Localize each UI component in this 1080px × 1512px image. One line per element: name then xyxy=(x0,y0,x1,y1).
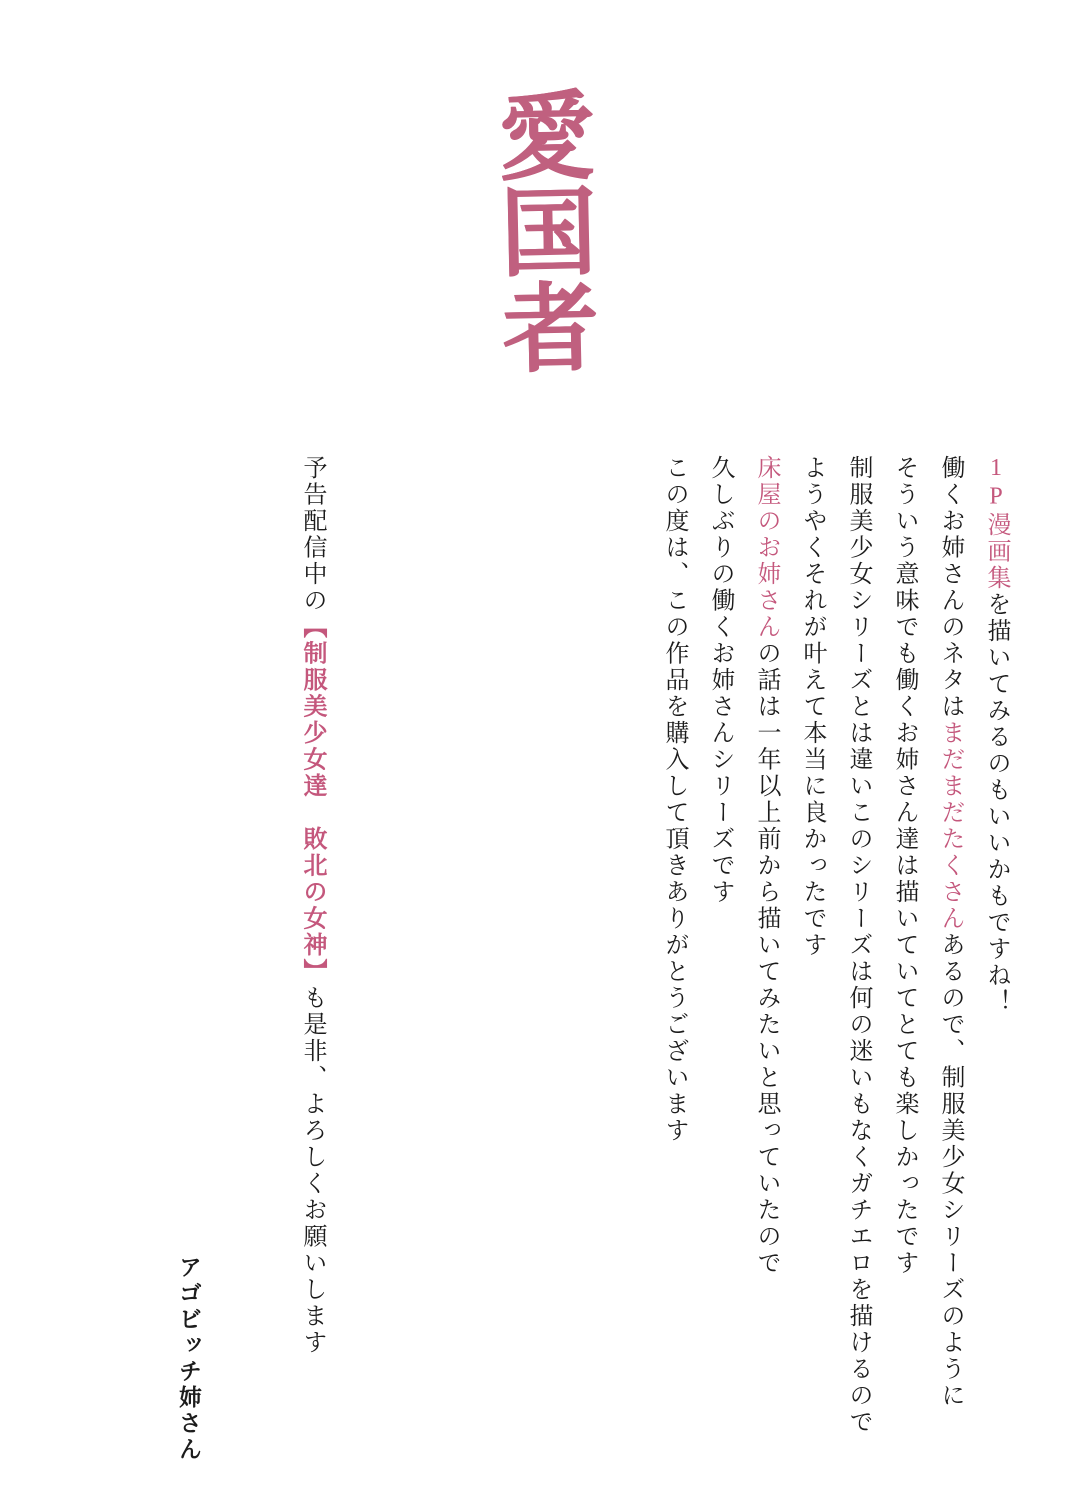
text-segment: 働くお姉さんのネタは xyxy=(937,455,963,720)
text-line-4 xyxy=(800,455,824,1445)
text-segment: あるので、制服美少女シリーズのように xyxy=(937,932,963,1409)
promo-title: 【制服美少女達 敗北の女神】 xyxy=(299,614,325,985)
text-segment: この度は、この作品を購入して頂きありがとうございます xyxy=(661,455,687,1144)
text-segment-highlight: 床屋のお姉さん xyxy=(753,455,779,641)
text-line-8 xyxy=(984,455,1008,1445)
brand-logo: 愛国者 xyxy=(483,84,597,376)
text-segment-highlight: 1P漫画集 xyxy=(983,455,1009,592)
promo-segment-prefix: 予告配信中の xyxy=(299,455,325,614)
text-segment: ようやくそれが叶えて本当に良かったです xyxy=(799,455,825,959)
text-segment: 制服美少女シリーズとは違いこのシリーズは何の迷いもなくガチエロを描けるので xyxy=(845,455,871,1436)
text-segment: 久しぶりの働くお姉さんシリーズです xyxy=(707,455,733,906)
text-line-3 xyxy=(754,455,778,1445)
text-segment: の話は一年以上前から描いてみたいと思っていたので xyxy=(753,640,779,1277)
promo-line xyxy=(300,455,324,1455)
promo-block xyxy=(300,455,324,1455)
afterword-text-block xyxy=(662,455,1008,1445)
author-signature: アゴビッチ姉さん xyxy=(176,1255,201,1463)
text-line-2 xyxy=(708,455,732,1445)
text-line-7 xyxy=(938,455,962,1445)
text-line-1 xyxy=(662,455,686,1445)
promo-segment-suffix: も是非、よろしくお願いします xyxy=(299,985,325,1356)
logo-container xyxy=(0,80,1080,385)
text-segment: を描いてみるのもいいかもですね！ xyxy=(983,591,1009,1016)
text-line-5 xyxy=(846,455,870,1445)
text-line-6 xyxy=(892,455,916,1445)
text-segment: そういう意味でも働くお姉さん達は描いていてとても楽しかったです xyxy=(891,455,917,1277)
text-segment-highlight: まだまだたくさん xyxy=(937,720,963,932)
